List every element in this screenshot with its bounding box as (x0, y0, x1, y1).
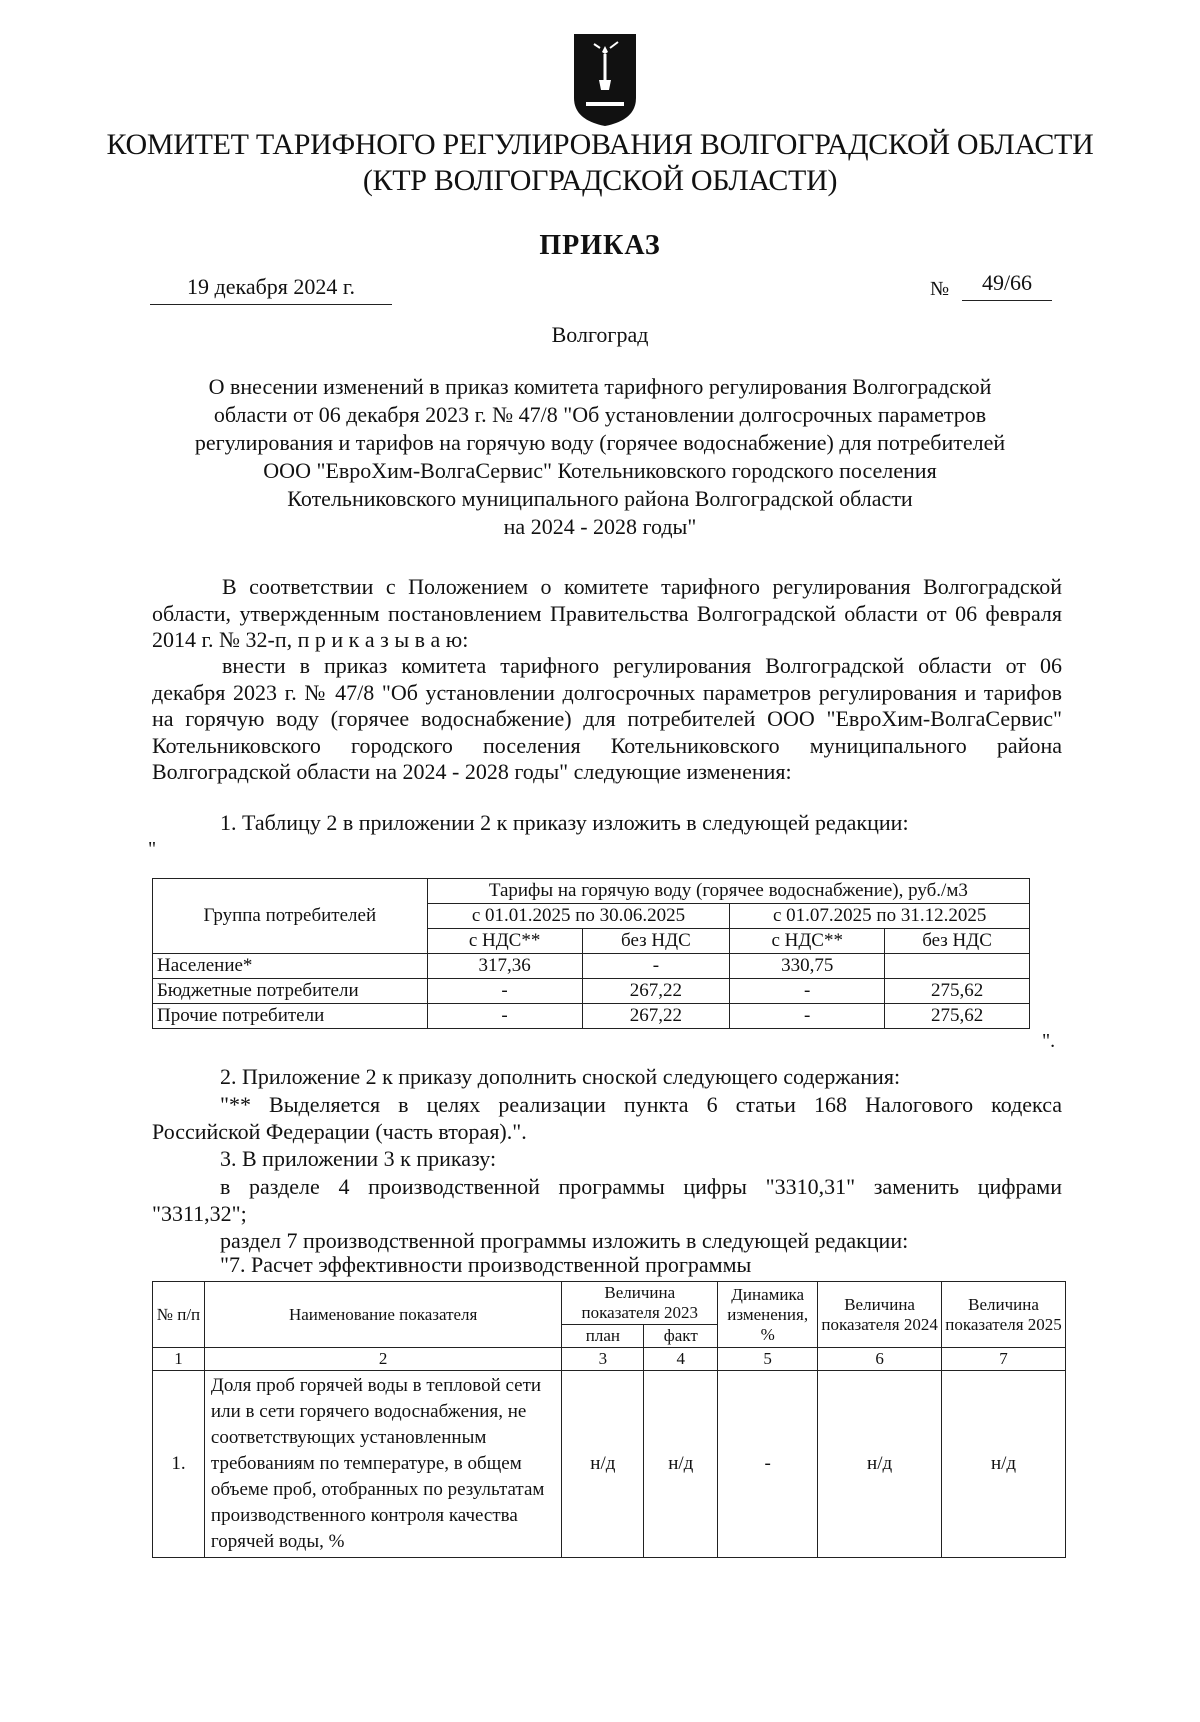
item-3-line: "3311,32"; (152, 1201, 247, 1226)
cell-value: - (582, 954, 730, 979)
subject-line: ООО "ЕвроХим-ВолгаСервис" Котельниковского городского поселения (263, 458, 937, 483)
cell-value: 275,62 (885, 979, 1030, 1004)
footnote-text-line: Российской Федерации (часть вторая).". (152, 1119, 527, 1144)
cell-value: - (730, 1004, 885, 1029)
column-number: 4 (644, 1348, 718, 1371)
row-group: Прочие потребители (153, 1004, 428, 1029)
column-number: 3 (562, 1348, 644, 1371)
cell-value: 275,62 (885, 1004, 1030, 1029)
item-3: 3. В приложении 3 к приказу: (220, 1146, 497, 1171)
header-2023: Величина показателя 2023 (562, 1282, 718, 1325)
cell-2025: н/д (942, 1371, 1066, 1558)
cell-2024: н/д (818, 1371, 942, 1558)
header-without-vat: без НДС (885, 929, 1030, 954)
document-date: 19 декабря 2024 г. (150, 274, 392, 305)
city: Волгоград (551, 322, 649, 347)
organization-short-name: (КТР ВОЛГОГРАДСКОЙ ОБЛАСТИ) (362, 164, 838, 197)
close-quote: ". (1042, 1030, 1056, 1052)
column-number: 5 (718, 1348, 818, 1371)
cell-value: 317,36 (427, 954, 582, 979)
header-with-vat: с НДС** (427, 929, 582, 954)
header-period-2: с 01.07.2025 по 31.12.2025 (730, 904, 1030, 929)
document-type: ПРИКАЗ (539, 230, 661, 261)
coat-of-arms-emblem (572, 32, 638, 128)
row-group: Население* (153, 954, 428, 979)
item-3-line: в разделе 4 производственной программы цифры "3310,31" заменить цифрами (220, 1174, 1062, 1199)
column-number-row (153, 1348, 1066, 1371)
table-row (153, 1371, 1066, 1558)
table-row (153, 979, 1030, 1004)
table-row (153, 1004, 1030, 1029)
header-fact: факт (644, 1325, 718, 1348)
header-2024: Величина показателя 2024 (818, 1282, 942, 1348)
cell-value: - (427, 979, 582, 1004)
item-1: 1. Таблицу 2 в приложении 2 к приказу изложить в следующей редакции: (220, 810, 909, 835)
cell-dynamics: - (718, 1371, 818, 1558)
subject-line: Котельниковского муниципального района Волгоградской области (287, 486, 913, 511)
subject-line: области от 06 декабря 2023 г. № 47/8 "Об установлении долгосрочных параметров (213, 402, 987, 427)
header-main: Тарифы на горячую воду (горячее водоснабжение), руб./м3 (427, 879, 1029, 904)
column-number: 1 (153, 1348, 205, 1371)
section-7-title: "7. Расчет эффективности производственной программы (220, 1252, 752, 1277)
cell-plan: н/д (562, 1371, 644, 1558)
document-subject (140, 373, 1060, 541)
footnote-text-line: "** Выделяется в целях реализации пункта 6 статьи 168 Налогового кодекса (220, 1092, 1062, 1117)
row-name: Доля проб горячей воды в тепловой сети или в сети горячего водоснабжения, не соответствующих установленным требованиям по температуре, в общем объеме проб, отобранных по результатам производственного контроля качества горячей воды, % (204, 1371, 561, 1558)
preamble-paragraph: В соответствии с Положением о комитете тарифного регулирования Волгоградской области, утвержденным постановлением Правительства Волгоградской области от 06 февраля 2014 г. № 32-п, п р и к а з ы в а ю: (152, 574, 1062, 652)
header-without-vat: без НДС (582, 929, 730, 954)
header-dynamics: Динамика изменения, % (718, 1282, 818, 1348)
row-group: Бюджетные потребители (153, 979, 428, 1004)
header-group: Группа потребителей (153, 879, 428, 954)
table-row (153, 954, 1030, 979)
row-num: 1. (153, 1371, 205, 1558)
cell-value: 267,22 (582, 979, 730, 1004)
header-period-1: с 01.01.2025 по 30.06.2025 (427, 904, 730, 929)
tariff-table (152, 878, 1030, 1029)
open-quote: " (148, 838, 157, 860)
header-num: № п/п (153, 1282, 205, 1348)
cell-value: 267,22 (582, 1004, 730, 1029)
cell-fact: н/д (644, 1371, 718, 1558)
item-3-line: раздел 7 производственной программы изложить в следующей редакции: (220, 1228, 909, 1253)
item-2: 2. Приложение 2 к приказу дополнить сноской следующего содержания: (220, 1064, 901, 1089)
header-with-vat: с НДС** (730, 929, 885, 954)
order-paragraph: внести в приказ комитета тарифного регулирования Волгоградской области от 06 декабря 2023 г. № 47/8 "Об установлении долгосрочных параметров регулирования и тарифов на горячую воду (горячее водоснабжение) для потребителей ООО "ЕвроХим-ВолгаСервис" Котельниковского городского поселения Котельниковского муниципального района Волгоградской области на 2024 - 2028 годы" следующие изменения: (152, 653, 1062, 784)
header-2025: Величина показателя 2025 (942, 1282, 1066, 1348)
subject-line: на 2024 - 2028 годы" (503, 514, 697, 539)
header-plan: план (562, 1325, 644, 1348)
header-name: Наименование показателя (204, 1282, 561, 1348)
column-number: 2 (204, 1348, 561, 1371)
column-number: 6 (818, 1348, 942, 1371)
efficiency-table (152, 1281, 1066, 1558)
cell-value: - (427, 1004, 582, 1029)
number-label: № (930, 278, 950, 300)
column-number: 7 (942, 1348, 1066, 1371)
cell-value: 330,75 (730, 954, 885, 979)
organization-name: КОМИТЕТ ТАРИФНОГО РЕГУЛИРОВАНИЯ ВОЛГОГРАДСКОЙ ОБЛАСТИ (106, 128, 1094, 161)
subject-line: О внесении изменений в приказ комитета тарифного регулирования Волгоградской (208, 374, 992, 399)
document-number: 49/66 (962, 270, 1052, 301)
cell-value (885, 954, 1030, 979)
cell-value: - (730, 979, 885, 1004)
subject-line: регулирования и тарифов на горячую воду (горячее водоснабжение) для потребителей (194, 430, 1006, 455)
